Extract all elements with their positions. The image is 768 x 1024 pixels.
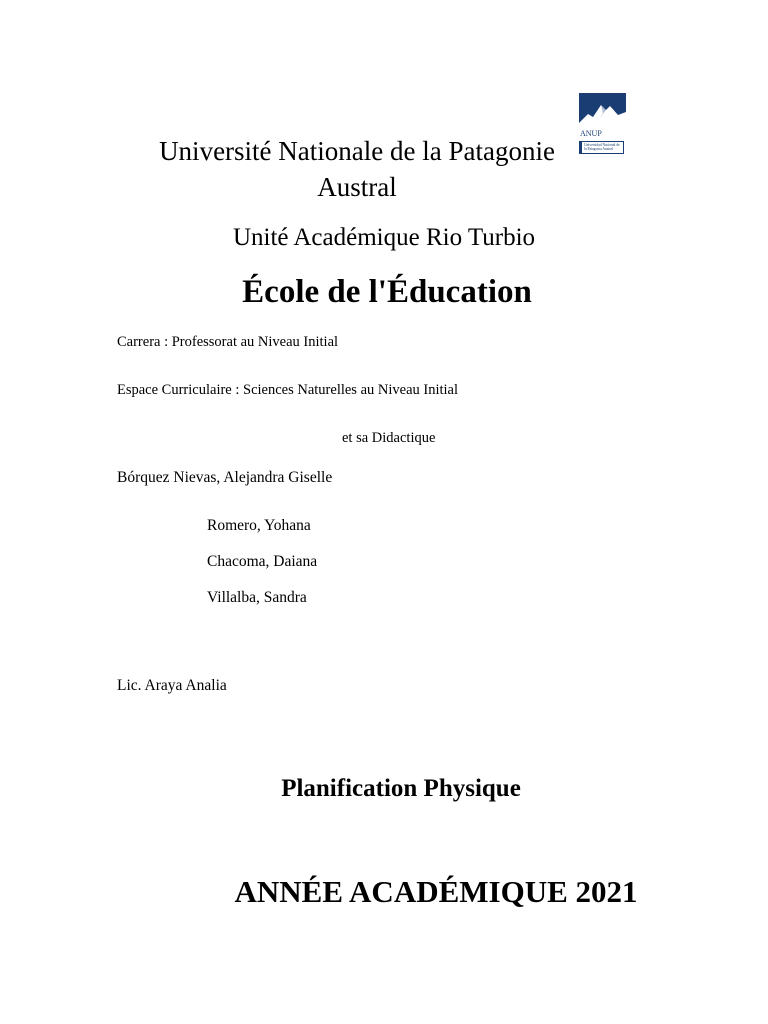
curricular-space-continuation: et sa Didactique [342, 430, 436, 446]
mountain-logo-icon [579, 93, 626, 127]
carrera-line: Carrera : Professorat au Niveau Initial [117, 334, 339, 350]
university-name: Université Nationale de la Patagonie Austral [159, 136, 555, 202]
school-title: École de l'Éducation [242, 274, 532, 310]
curricular-space-line: Espace Curriculaire : Sciences Naturelles au Niveau Initial [117, 382, 459, 398]
logo-acronym: ANUP [580, 129, 602, 138]
teacher-name: Lic. Araya Analia [117, 677, 227, 694]
author-item: Chacoma, Daiana [207, 553, 318, 570]
document-title: Planification Physique [281, 775, 521, 802]
author-item: Romero, Yohana [207, 517, 311, 534]
academic-year: ANNÉE ACADÉMIQUE 2021 [234, 874, 638, 909]
logo-caption: Universidad Nacional de la Patagonia Austral [579, 141, 624, 154]
academic-unit: Unité Académique Rio Turbio [232, 224, 536, 251]
university-logo [579, 93, 626, 158]
author-item: Villalba, Sandra [207, 589, 307, 606]
author-primary: Bórquez Nievas, Alejandra Giselle [117, 469, 333, 486]
